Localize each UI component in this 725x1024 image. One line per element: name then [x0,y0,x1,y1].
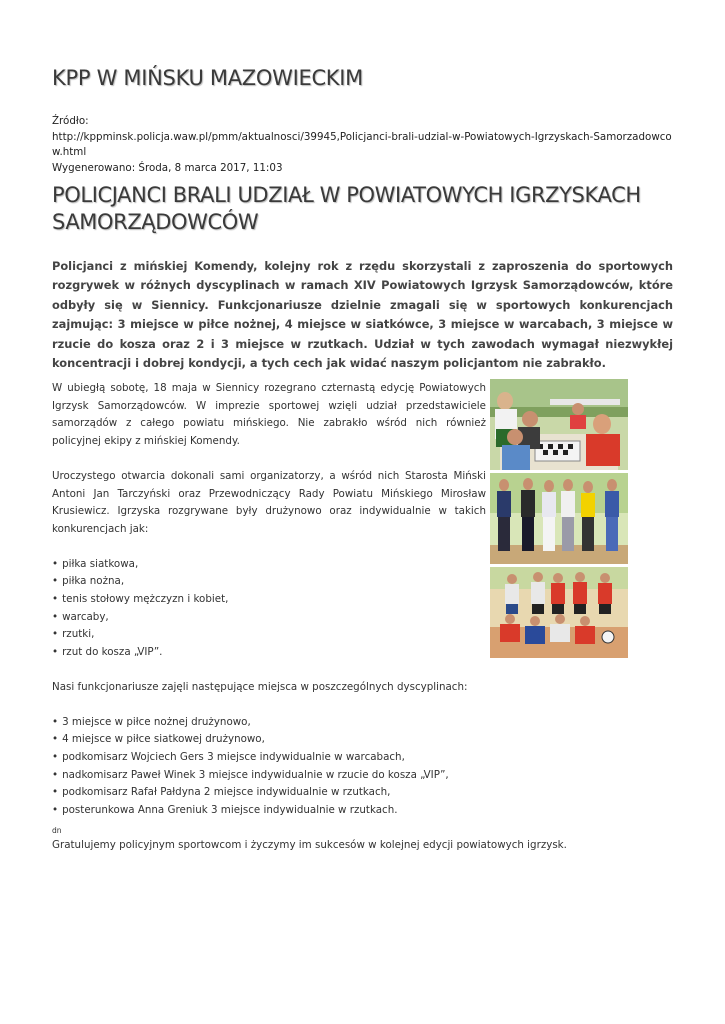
paragraph-intro: W ubiegłą sobotę, 18 maja w Siennicy rozegrano czternastą edycję Powiatowych Igrzysk Samorządowców. W imprezie sportowej wzięli udział przedstawiciele samorządów z całego powiatu mińskiego. Nie zabrakło wśród nich również policyjnej ekipy z mińskiej Komendy. [52,382,486,448]
list-item: • piłka nożna, [52,573,674,591]
document-meta [52,114,674,176]
article-lead: Policjanci z mińskiej Komendy, kolejny rok z rzędu skorzystali z zaproszenia do sportowych rozgrywek w różnych dyscyplinach w ramach XIV Powiatowych Igrzysk Samorządowców, które odbyły się w Siennicy. Funkcjonariusze dzielnie zmagali się w sportowych konkurencjach zajmując: 3 miejsce w piłce nożnej, 4 miejsce w siatkówce, 3 miejsce w warcabach, 3 miejsce w rzucie do kosza oraz 2 i 3 miejsce w rzutkach. Udział w tych zawodach wymagał niezwykłej koncentracji i dobrej kondycji, a tych cech jak widać naszym policjantom nie zabrakło. [52,259,673,371]
list-item: • posterunkowa Anna Greniuk 3 miejsce indywidualnie w rzutkach. [52,802,674,820]
paragraph-opening: Uroczystego otwarcia dokonali sami organizatorzy, a wśród nich Starosta Miński Antoni Jan Tarczyński oraz Przewodniczący Rady Powiatu Mińskiego Mirosław Krusiewicz. Igrzyska rozgrywane były drużynowo oraz indywidualnie w takich konkurencjach jak: [52,469,486,535]
generated-date: Wygenerowano: Środa, 8 marca 2017, 11:03 [52,161,283,174]
article-title: POLICJANCI BRALI UDZIAŁ W POWIATOWYCH IGRZYSKACH SAMORZĄDOWCÓW [52,183,641,234]
list-item: • 3 miejsce w piłce nożnej drużynowo, [52,714,674,732]
list-item: • podkomisarz Rafał Pałdyna 2 miejsce indywidualnie w rzutkach, [52,784,674,802]
paragraph-congratulations: Gratulujemy policyjnym sportowcom i życzymy im sukcesów w kolejnej edycji powiatowych igrzysk. [52,838,567,851]
list-item: • piłka siatkowa, [52,556,674,574]
list-item: • rzutki, [52,626,674,644]
source-url[interactable]: http://kppminsk.policja.waw.pl/pmm/aktualnosci/39945,Policjanci-brali-udzial-w-Powiatowych-Igrzyskach-Samorzadowcow.html [52,130,672,158]
list-item: • nadkomisarz Paweł Winek 3 miejsce indywidualnie w rzucie do kosza „VIP”, [52,767,674,785]
list-item: • podkomisarz Wojciech Gers 3 miejsce indywidualnie w warcabach, [52,749,674,767]
list-item: • warcaby, [52,609,674,627]
photo-gallery [490,379,628,661]
photo-team-standing[interactable] [490,473,628,564]
list-item: • rzut do kosza „VIP”. [52,644,674,662]
photo-football-team[interactable] [490,567,628,658]
source-label: Źródło: [52,115,89,127]
author-signature: dn [52,826,62,835]
paragraph-results-intro: Nasi funkcjonariusze zajęli następujące miejsca w poszczególnych dyscyplinach: [52,680,468,693]
results-list [52,714,674,820]
list-item: • 4 miejsce w piłce siatkowej drużynowo, [52,731,674,749]
photo-checkers-game[interactable] [490,379,628,470]
site-title: KPP W MIŃSKU MAZOWIECKIM [52,66,363,90]
list-item: • tenis stołowy mężczyzn i kobiet, [52,591,674,609]
